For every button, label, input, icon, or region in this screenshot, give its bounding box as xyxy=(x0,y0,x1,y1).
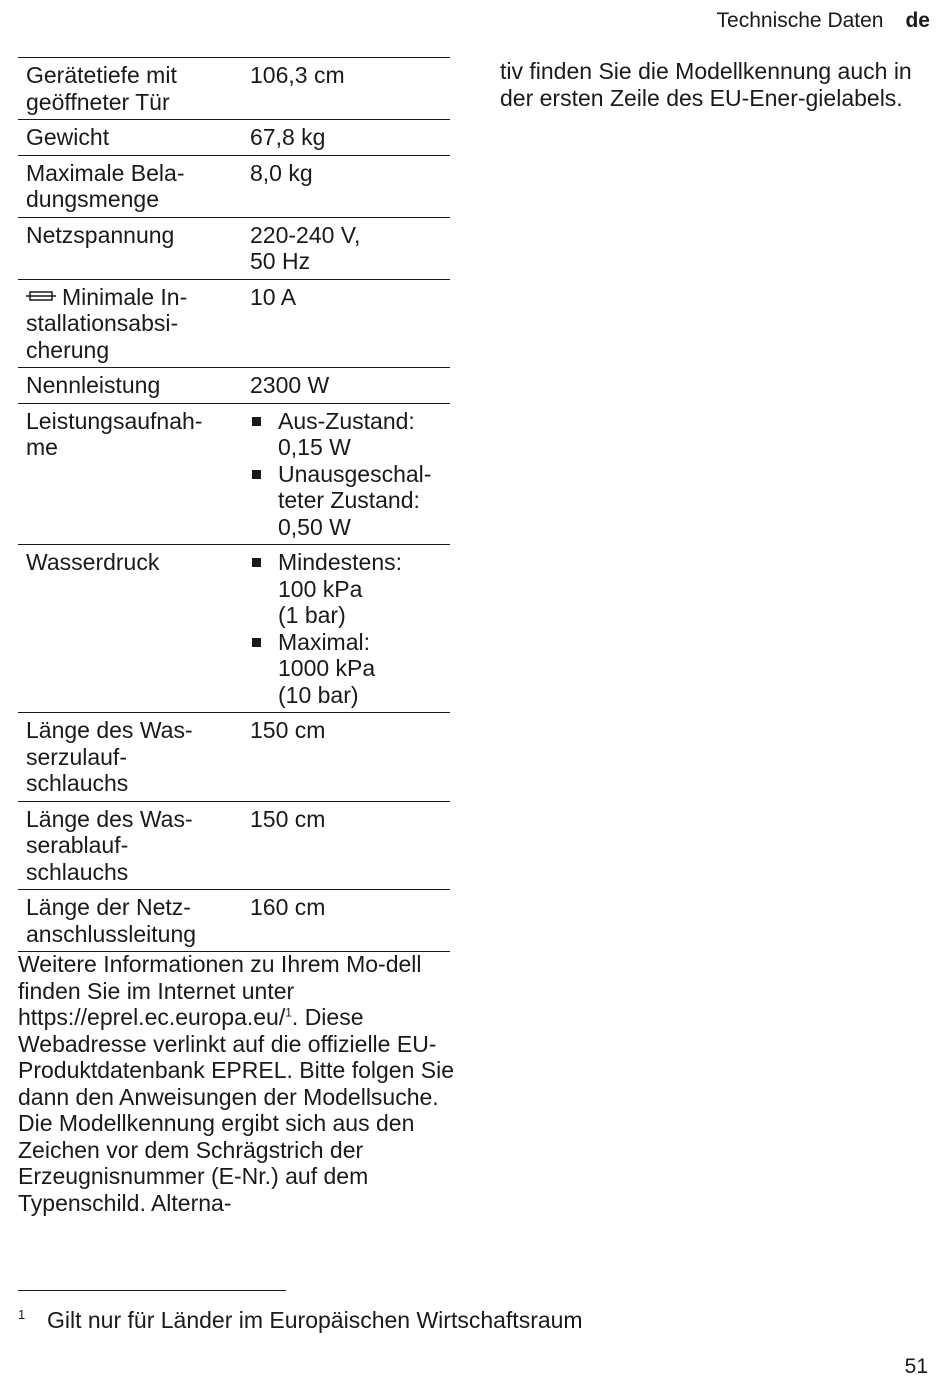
spec-label: Länge des Was- serzulauf- schlauchs xyxy=(18,713,234,802)
footnote xyxy=(18,1306,583,1334)
footnote-ref: 1 xyxy=(285,1005,292,1020)
page-number: 51 xyxy=(904,1355,928,1378)
table-row xyxy=(18,120,450,156)
spec-label: Maximale Bela- dungsmenge xyxy=(18,155,234,217)
footnote-text: Gilt nur für Länder im Europäischen Wirtschaftsraum xyxy=(47,1307,583,1333)
footnote-divider xyxy=(18,1290,286,1291)
table-row xyxy=(18,890,450,952)
list-item: Maximal: 1000 kPa (10 bar) xyxy=(250,629,442,709)
spec-value: 160 cm xyxy=(234,890,450,952)
spec-label: Wasserdruck xyxy=(18,545,234,713)
footnote-mark: 1 xyxy=(18,1307,26,1322)
spec-label: Leistungsaufnah- me xyxy=(18,403,234,545)
spec-label: Gerätetiefe mit geöffneter Tür xyxy=(18,58,234,120)
spec-value: 150 cm xyxy=(234,713,450,802)
tech-specs-table xyxy=(18,57,450,952)
fuse-icon xyxy=(26,290,56,302)
spec-label: Länge des Was- serablauf- schlauchs xyxy=(18,801,234,890)
spec-label: Netzspannung xyxy=(18,217,234,279)
spec-value xyxy=(234,403,450,545)
table-row xyxy=(18,368,450,404)
table-row xyxy=(18,403,450,545)
bullet-list xyxy=(250,408,442,541)
table-row xyxy=(18,58,450,120)
paragraph-text: . Diese Webadresse verlinkt auf die offizielle EU-Produktdatenbank EPREL. Bitte folgen Sie dann den Anweisungen der Modellsuche. Die Modellkennung ergibt sich aus den Zeichen vor dem Schrägstrich der Erzeugnisnummer (E-Nr.) auf dem Typenschild. Alterna- xyxy=(18,1004,455,1216)
language-code: de xyxy=(905,9,930,32)
list-item: Mindestens: 100 kPa (1 bar) xyxy=(250,549,442,629)
spec-value: 220-240 V, 50 Hz xyxy=(234,217,450,279)
table-row xyxy=(18,155,450,217)
spec-label: Gewicht xyxy=(18,120,234,156)
spec-value: 8,0 kg xyxy=(234,155,450,217)
list-item: Unausgeschal- teter Zustand: 0,50 W xyxy=(250,461,442,541)
bullet-list xyxy=(250,549,442,708)
table-row xyxy=(18,801,450,890)
spec-value: 10 A xyxy=(234,279,450,368)
info-paragraph xyxy=(18,951,458,1216)
table-row xyxy=(18,713,450,802)
info-paragraph-continued: tiv finden Sie die Modellkennung auch in der ersten Zeile des EU-Ener-gielabels. xyxy=(500,58,912,111)
spec-value xyxy=(234,545,450,713)
table-row xyxy=(18,217,450,279)
spec-label: Minimale In- stallationsabsi- cherung xyxy=(18,279,234,368)
section-title: Technische Daten xyxy=(716,9,884,32)
spec-value: 67,8 kg xyxy=(234,120,450,156)
spec-value: 2300 W xyxy=(234,368,450,404)
table-row xyxy=(18,279,450,368)
spec-label: Nennleistung xyxy=(18,368,234,404)
spec-value: 106,3 cm xyxy=(234,58,450,120)
table-row xyxy=(18,545,450,713)
list-item: Aus-Zustand: 0,15 W xyxy=(250,408,442,461)
paragraph-text: Weitere Informationen zu Ihrem Mo-dell finden Sie im Internet unter https://eprel.ec.europa.eu/ xyxy=(18,951,422,1030)
spec-label: Länge der Netz- anschlussleitung xyxy=(18,890,234,952)
spec-value: 150 cm xyxy=(234,801,450,890)
page-header xyxy=(717,8,930,34)
